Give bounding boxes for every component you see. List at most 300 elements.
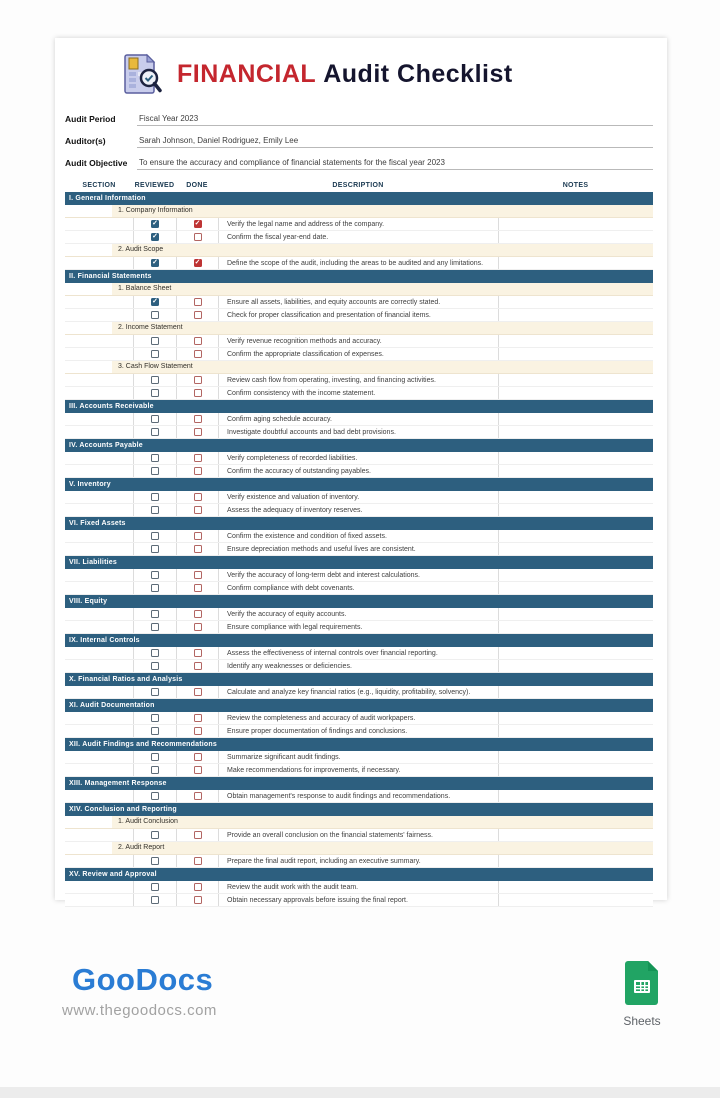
section-header: XV. Review and Approval — [65, 868, 653, 881]
reviewed-checkbox[interactable] — [151, 298, 159, 306]
description-cell: Provide an overall conclusion on the financial statements' fairness. — [218, 829, 498, 841]
done-checkbox[interactable] — [194, 467, 202, 475]
reviewed-checkbox[interactable] — [151, 649, 159, 657]
reviewed-cell — [133, 465, 176, 477]
section-cell — [65, 335, 133, 347]
done-checkbox[interactable] — [194, 428, 202, 436]
description-cell: Confirm the accuracy of outstanding payables. — [218, 465, 498, 477]
notes-cell[interactable] — [498, 829, 653, 841]
notes-cell[interactable] — [498, 712, 653, 724]
section-cell — [65, 894, 133, 906]
subsection-row — [65, 842, 653, 855]
done-checkbox[interactable] — [194, 649, 202, 657]
reviewed-cell — [133, 829, 176, 841]
subsection-row — [65, 205, 653, 218]
reviewed-cell — [133, 790, 176, 802]
subsection-row — [65, 244, 653, 257]
reviewed-checkbox[interactable] — [151, 415, 159, 423]
done-cell — [176, 530, 218, 542]
done-checkbox[interactable] — [194, 532, 202, 540]
description-cell: Assess the effectiveness of internal controls over financial reporting. — [218, 647, 498, 659]
checklist-row — [65, 426, 653, 439]
checklist-row — [65, 530, 653, 543]
done-cell — [176, 257, 218, 269]
notes-cell[interactable] — [498, 348, 653, 360]
google-sheets-icon — [625, 960, 659, 1006]
section-header: V. Inventory — [65, 478, 653, 491]
done-checkbox[interactable] — [194, 233, 202, 241]
checklist-row — [65, 855, 653, 868]
done-checkbox[interactable] — [194, 337, 202, 345]
reviewed-cell — [133, 530, 176, 542]
reviewed-cell — [133, 881, 176, 893]
description-cell: Ensure all assets, liabilities, and equity accounts are correctly stated. — [218, 296, 498, 308]
checklist-row — [65, 894, 653, 907]
done-cell — [176, 231, 218, 243]
description-cell: Prepare the final audit report, including an executive summary. — [218, 855, 498, 867]
section-cell — [65, 543, 133, 555]
reviewed-cell — [133, 309, 176, 321]
reviewed-cell — [133, 218, 176, 230]
reviewed-checkbox[interactable] — [151, 350, 159, 358]
done-cell — [176, 335, 218, 347]
reviewed-checkbox[interactable] — [151, 545, 159, 553]
reviewed-checkbox[interactable] — [151, 766, 159, 774]
done-checkbox[interactable] — [194, 350, 202, 358]
done-checkbox[interactable] — [194, 857, 202, 865]
checklist-row — [65, 504, 653, 517]
done-cell — [176, 881, 218, 893]
section-header: IX. Internal Controls — [65, 634, 653, 647]
description-cell: Summarize significant audit findings. — [218, 751, 498, 763]
checklist-row — [65, 491, 653, 504]
checklist-row — [65, 231, 653, 244]
reviewed-cell — [133, 335, 176, 347]
section-cell — [65, 504, 133, 516]
description-cell: Ensure depreciation methods and useful lives are consistent. — [218, 543, 498, 555]
done-checkbox[interactable] — [194, 766, 202, 774]
done-cell — [176, 452, 218, 464]
page-title — [177, 60, 513, 89]
reviewed-checkbox[interactable] — [151, 376, 159, 384]
goodocs-logo: GooDocs — [72, 962, 214, 997]
reviewed-checkbox[interactable] — [151, 857, 159, 865]
section-header: IV. Accounts Payable — [65, 439, 653, 452]
section-cell — [65, 569, 133, 581]
description-cell: Verify existence and valuation of inventory. — [218, 491, 498, 503]
done-checkbox[interactable] — [194, 883, 202, 891]
reviewed-checkbox[interactable] — [151, 506, 159, 514]
section-cell — [65, 231, 133, 243]
table-body — [65, 192, 653, 907]
section-cell — [65, 296, 133, 308]
reviewed-checkbox[interactable] — [151, 753, 159, 761]
description-cell: Verify completeness of recorded liabilities. — [218, 452, 498, 464]
done-cell — [176, 712, 218, 724]
notes-cell[interactable] — [498, 894, 653, 906]
notes-cell[interactable] — [498, 790, 653, 802]
reviewed-checkbox[interactable] — [151, 337, 159, 345]
checklist-row — [65, 725, 653, 738]
checklist-row — [65, 608, 653, 621]
section-header: II. Financial Statements — [65, 270, 653, 283]
reviewed-checkbox[interactable] — [151, 389, 159, 397]
reviewed-checkbox[interactable] — [151, 623, 159, 631]
done-cell — [176, 621, 218, 633]
done-checkbox[interactable] — [194, 311, 202, 319]
done-checkbox[interactable] — [194, 623, 202, 631]
done-cell — [176, 894, 218, 906]
checklist-row — [65, 582, 653, 595]
description-cell: Define the scope of the audit, including the areas to be audited and any limitations. — [218, 257, 498, 269]
done-cell — [176, 543, 218, 555]
done-checkbox[interactable] — [194, 584, 202, 592]
done-checkbox[interactable] — [194, 376, 202, 384]
reviewed-checkbox[interactable] — [151, 428, 159, 436]
subsection-indent — [65, 322, 112, 334]
done-checkbox[interactable] — [194, 714, 202, 722]
column-header-description: DESCRIPTION — [332, 182, 384, 189]
section-cell — [65, 829, 133, 841]
reviewed-cell — [133, 660, 176, 672]
checklist-row — [65, 296, 653, 309]
subsection-indent — [65, 842, 112, 854]
auditors-value[interactable]: Sarah Johnson, Daniel Rodriguez, Emily Lee — [137, 136, 653, 148]
section-cell — [65, 686, 133, 698]
notes-cell[interactable] — [498, 660, 653, 672]
audit-period-value[interactable]: Fiscal Year 2023 — [137, 114, 653, 126]
section-header: XII. Audit Findings and Recommendations — [65, 738, 653, 751]
checklist-row — [65, 387, 653, 400]
done-checkbox[interactable] — [194, 389, 202, 397]
reviewed-checkbox[interactable] — [151, 584, 159, 592]
reviewed-checkbox[interactable] — [151, 883, 159, 891]
notes-cell[interactable] — [498, 452, 653, 464]
section-header: XIII. Management Response — [65, 777, 653, 790]
notes-cell[interactable] — [498, 751, 653, 763]
reviewed-checkbox[interactable] — [151, 493, 159, 501]
description-cell: Verify the accuracy of equity accounts. — [218, 608, 498, 620]
subsection-row — [65, 361, 653, 374]
done-cell — [176, 504, 218, 516]
checklist-row — [65, 751, 653, 764]
checklist-row — [65, 465, 653, 478]
sheets-label: Sheets — [623, 1014, 661, 1028]
reviewed-cell — [133, 504, 176, 516]
section-header: XIV. Conclusion and Reporting — [65, 803, 653, 816]
section-cell — [65, 530, 133, 542]
done-checkbox[interactable] — [194, 506, 202, 514]
done-cell — [176, 374, 218, 386]
notes-cell[interactable] — [498, 582, 653, 594]
notes-cell[interactable] — [498, 881, 653, 893]
reviewed-checkbox[interactable] — [151, 233, 159, 241]
notes-cell[interactable] — [498, 504, 653, 516]
done-checkbox[interactable] — [194, 545, 202, 553]
done-cell — [176, 348, 218, 360]
table-header-row — [65, 179, 653, 192]
notes-cell[interactable] — [498, 374, 653, 386]
description-cell: Review the audit work with the audit team. — [218, 881, 498, 893]
notes-cell[interactable] — [498, 855, 653, 867]
checklist-table — [65, 179, 653, 907]
description-cell: Make recommendations for improvements, if necessary. — [218, 764, 498, 776]
done-checkbox[interactable] — [194, 727, 202, 735]
column-header-reviewed: REVIEWED — [134, 182, 175, 189]
done-checkbox[interactable] — [194, 792, 202, 800]
description-cell: Confirm compliance with debt covenants. — [218, 582, 498, 594]
column-header-section: SECTION — [82, 182, 116, 189]
subsection-label: 1. Company Information — [112, 205, 653, 217]
done-cell — [176, 647, 218, 659]
description-cell: Verify the accuracy of long-term debt and interest calculations. — [218, 569, 498, 581]
checklist-row — [65, 647, 653, 660]
notes-cell[interactable] — [498, 426, 653, 438]
section-header: XI. Audit Documentation — [65, 699, 653, 712]
done-checkbox[interactable] — [194, 415, 202, 423]
section-cell — [65, 257, 133, 269]
reviewed-checkbox[interactable] — [151, 610, 159, 618]
done-cell — [176, 491, 218, 503]
reviewed-cell — [133, 387, 176, 399]
reviewed-checkbox[interactable] — [151, 467, 159, 475]
reviewed-cell — [133, 647, 176, 659]
section-header: III. Accounts Receivable — [65, 400, 653, 413]
done-cell — [176, 829, 218, 841]
notes-cell[interactable] — [498, 387, 653, 399]
meta-fields — [65, 104, 653, 170]
audit-period-field — [65, 104, 653, 126]
done-checkbox[interactable] — [194, 753, 202, 761]
description-cell: Assess the adequacy of inventory reserves. — [218, 504, 498, 516]
section-cell — [65, 621, 133, 633]
section-cell — [65, 725, 133, 737]
section-cell — [65, 582, 133, 594]
subsection-label: 2. Audit Scope — [112, 244, 653, 256]
notes-cell[interactable] — [498, 465, 653, 477]
reviewed-checkbox[interactable] — [151, 259, 159, 267]
checklist-row — [65, 790, 653, 803]
section-cell — [65, 491, 133, 503]
reviewed-cell — [133, 296, 176, 308]
done-cell — [176, 751, 218, 763]
subsection-label: 2. Income Statement — [112, 322, 653, 334]
section-cell — [65, 374, 133, 386]
checklist-row — [65, 452, 653, 465]
done-cell — [176, 309, 218, 321]
description-cell: Obtain management's response to audit findings and recommendations. — [218, 790, 498, 802]
reviewed-cell — [133, 582, 176, 594]
reviewed-checkbox[interactable] — [151, 662, 159, 670]
reviewed-checkbox[interactable] — [151, 311, 159, 319]
checklist-row — [65, 881, 653, 894]
done-checkbox[interactable] — [194, 610, 202, 618]
description-cell: Confirm the fiscal year-end date. — [218, 231, 498, 243]
reviewed-cell — [133, 712, 176, 724]
notes-cell[interactable] — [498, 218, 653, 230]
column-header-notes: NOTES — [562, 182, 589, 189]
reviewed-cell — [133, 569, 176, 581]
subsection-label: 2. Audit Report — [112, 842, 653, 854]
reviewed-checkbox[interactable] — [151, 688, 159, 696]
subsection-indent — [65, 205, 112, 217]
notes-cell[interactable] — [498, 647, 653, 659]
notes-cell[interactable] — [498, 257, 653, 269]
done-checkbox[interactable] — [194, 688, 202, 696]
section-cell — [65, 608, 133, 620]
goodocs-website-link[interactable]: www.thegoodocs.com — [62, 1002, 217, 1019]
section-cell — [65, 660, 133, 672]
checklist-row — [65, 660, 653, 673]
reviewed-cell — [133, 621, 176, 633]
reviewed-cell — [133, 751, 176, 763]
notes-cell[interactable] — [498, 686, 653, 698]
checklist-row — [65, 348, 653, 361]
done-checkbox[interactable] — [194, 493, 202, 501]
notes-cell[interactable] — [498, 309, 653, 321]
done-checkbox[interactable] — [194, 220, 202, 228]
reviewed-cell — [133, 764, 176, 776]
checklist-row — [65, 621, 653, 634]
notes-cell[interactable] — [498, 335, 653, 347]
checklist-row — [65, 712, 653, 725]
reviewed-checkbox[interactable] — [151, 896, 159, 904]
description-cell: Confirm the appropriate classification of expenses. — [218, 348, 498, 360]
section-header: I. General Information — [65, 192, 653, 205]
checklist-page — [55, 38, 667, 904]
done-cell — [176, 465, 218, 477]
done-cell — [176, 413, 218, 425]
description-cell: Calculate and analyze key financial ratios (e.g., liquidity, profitability, solvency). — [218, 686, 498, 698]
column-header-done: DONE — [186, 182, 208, 189]
description-cell: Ensure proper documentation of findings and conclusions. — [218, 725, 498, 737]
notes-cell[interactable] — [498, 231, 653, 243]
reviewed-cell — [133, 413, 176, 425]
reviewed-cell — [133, 686, 176, 698]
notes-cell[interactable] — [498, 621, 653, 633]
description-cell: Check for proper classification and presentation of financial items. — [218, 309, 498, 321]
reviewed-checkbox[interactable] — [151, 454, 159, 462]
audit-objective-label: Audit Objective — [65, 158, 128, 168]
done-checkbox[interactable] — [194, 831, 202, 839]
reviewed-cell — [133, 608, 176, 620]
notes-cell[interactable] — [498, 569, 653, 581]
subsection-indent — [65, 244, 112, 256]
audit-period-label: Audit Period — [65, 114, 116, 124]
done-checkbox[interactable] — [194, 259, 202, 267]
section-cell — [65, 218, 133, 230]
subsection-label: 1. Balance Sheet — [112, 283, 653, 295]
checklist-row — [65, 218, 653, 231]
done-checkbox[interactable] — [194, 571, 202, 579]
notes-cell[interactable] — [498, 491, 653, 503]
page-title-financial: FINANCIAL — [177, 59, 317, 88]
done-cell — [176, 790, 218, 802]
done-cell — [176, 725, 218, 737]
reviewed-cell — [133, 426, 176, 438]
section-cell — [65, 790, 133, 802]
notes-cell[interactable] — [498, 530, 653, 542]
subsection-row — [65, 283, 653, 296]
notes-cell[interactable] — [498, 608, 653, 620]
section-cell — [65, 465, 133, 477]
done-checkbox[interactable] — [194, 896, 202, 904]
section-cell — [65, 348, 133, 360]
notes-cell[interactable] — [498, 764, 653, 776]
notes-cell[interactable] — [498, 725, 653, 737]
done-cell — [176, 855, 218, 867]
reviewed-cell — [133, 374, 176, 386]
section-cell — [65, 855, 133, 867]
done-checkbox[interactable] — [194, 454, 202, 462]
subsection-row — [65, 816, 653, 829]
reviewed-cell — [133, 491, 176, 503]
checklist-row — [65, 569, 653, 582]
page-header — [123, 51, 653, 97]
subsection-label: 3. Cash Flow Statement — [112, 361, 653, 373]
done-cell — [176, 387, 218, 399]
done-cell — [176, 686, 218, 698]
reviewed-checkbox[interactable] — [151, 714, 159, 722]
done-checkbox[interactable] — [194, 662, 202, 670]
reviewed-cell — [133, 257, 176, 269]
section-cell — [65, 413, 133, 425]
checklist-row — [65, 413, 653, 426]
section-cell — [65, 712, 133, 724]
description-cell: Ensure compliance with legal requirements. — [218, 621, 498, 633]
checklist-row — [65, 543, 653, 556]
done-cell — [176, 660, 218, 672]
audit-objective-value[interactable]: To ensure the accuracy and compliance of financial statements for the fiscal year 2023 — [137, 158, 653, 170]
reviewed-cell — [133, 894, 176, 906]
bottom-edge — [0, 1087, 720, 1098]
audit-objective-field — [65, 148, 653, 170]
section-cell — [65, 309, 133, 321]
checklist-row — [65, 374, 653, 387]
section-cell — [65, 387, 133, 399]
description-cell: Confirm the existence and condition of fixed assets. — [218, 530, 498, 542]
section-cell — [65, 647, 133, 659]
subsection-indent — [65, 361, 112, 373]
notes-cell[interactable] — [498, 296, 653, 308]
notes-cell[interactable] — [498, 413, 653, 425]
done-checkbox[interactable] — [194, 298, 202, 306]
reviewed-checkbox[interactable] — [151, 727, 159, 735]
notes-cell[interactable] — [498, 543, 653, 555]
description-cell: Verify revenue recognition methods and accuracy. — [218, 335, 498, 347]
checklist-row — [65, 309, 653, 322]
auditors-field — [65, 126, 653, 148]
reviewed-cell — [133, 348, 176, 360]
reviewed-checkbox[interactable] — [151, 220, 159, 228]
reviewed-cell — [133, 855, 176, 867]
reviewed-checkbox[interactable] — [151, 831, 159, 839]
section-header: VII. Liabilities — [65, 556, 653, 569]
subsection-indent — [65, 283, 112, 295]
subsection-indent — [65, 816, 112, 828]
section-header: X. Financial Ratios and Analysis — [65, 673, 653, 686]
description-cell: Identify any weaknesses or deficiencies. — [218, 660, 498, 672]
reviewed-checkbox[interactable] — [151, 571, 159, 579]
reviewed-checkbox[interactable] — [151, 792, 159, 800]
description-cell: Verify the legal name and address of the company. — [218, 218, 498, 230]
checklist-row — [65, 686, 653, 699]
section-cell — [65, 764, 133, 776]
reviewed-checkbox[interactable] — [151, 532, 159, 540]
checklist-row — [65, 257, 653, 270]
done-cell — [176, 569, 218, 581]
subsection-row — [65, 322, 653, 335]
